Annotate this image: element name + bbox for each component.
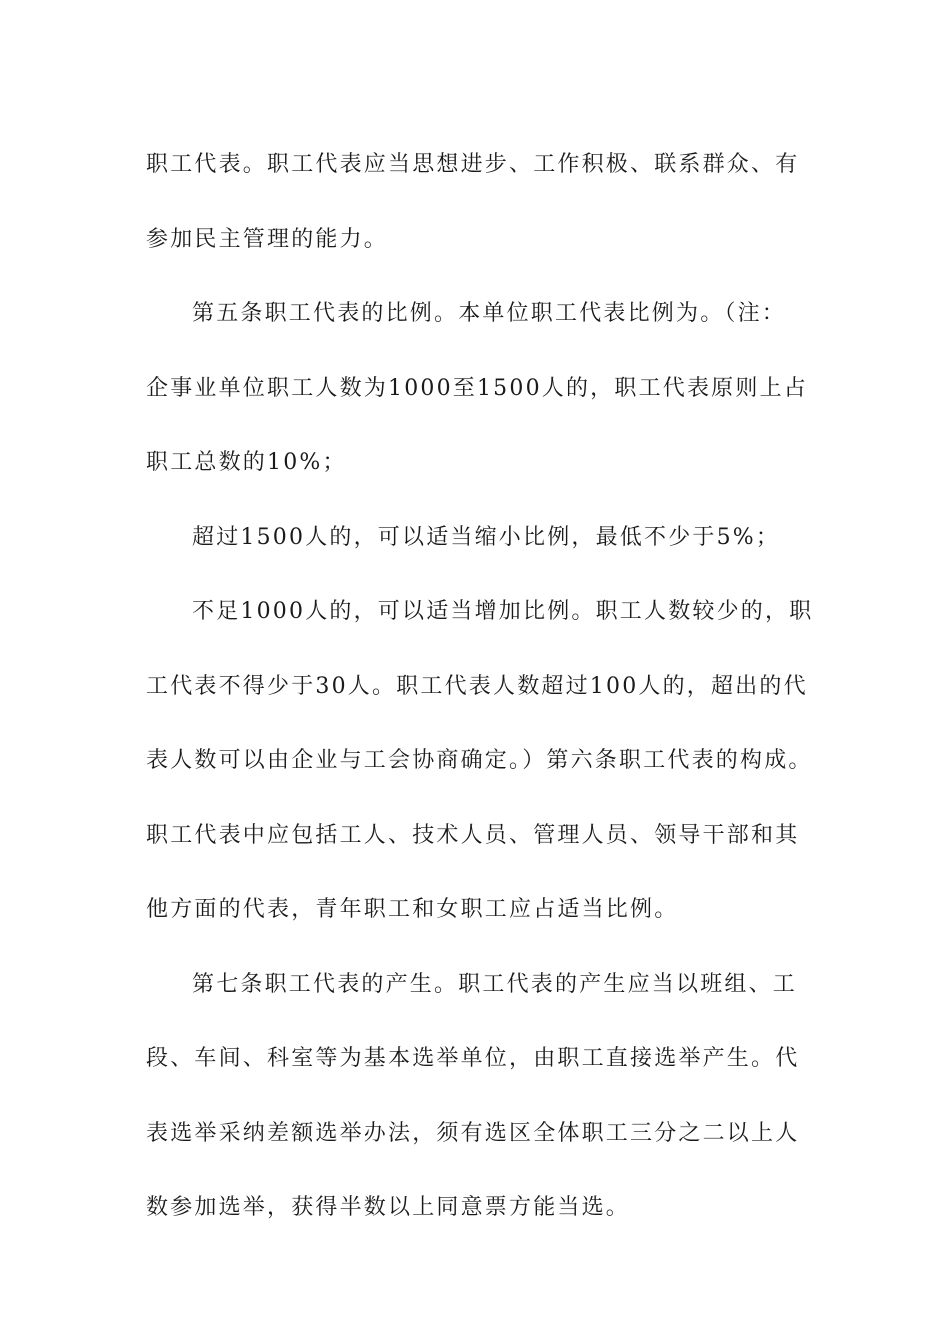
text-line: 表人数可以由企业与工会协商确定。）第六条职工代表的构成。 [146, 748, 813, 773]
text-line: 数参加选举，获得半数以上同意票方能当选。 [146, 1195, 631, 1220]
text-line: 表选举采纳差额选举办法，须有选区全体职工三分之二以上人 [146, 1120, 800, 1146]
text-line: 参加民主管理的能力。 [146, 226, 389, 252]
text-line: 第五条职工代表的比例。本单位职工代表比例为。（注： [192, 301, 787, 326]
text-line: 不足1000人的，可以适当增加比例。职工人数较少的，职 [192, 599, 814, 624]
text-line: 他方面的代表，青年职工和女职工应占适当比例。 [146, 897, 679, 922]
text-line: 段、车间、科室等为基本选举单位，由职工直接选举产生。代 [146, 1046, 800, 1071]
text-line: 职工总数的10%； [146, 450, 347, 475]
text-line: 第七条职工代表的产生。职工代表的产生应当以班组、工 [192, 971, 798, 997]
text-line: 职工代表中应包括工人、技术人员、管理人员、领导干部和其 [146, 822, 800, 848]
text-line: 超过1500人的，可以适当缩小比例，最低不少于5%； [192, 524, 781, 550]
text-line: 企事业单位职工人数为1000至1500人的，职工代表原则上占 [146, 375, 808, 401]
text-line: 工代表不得少于30人。职工代表人数超过100人的，超出的代 [146, 673, 808, 699]
text-line: 职工代表。职工代表应当思想进步、工作积极、联系群众、有 [146, 152, 800, 177]
document-body [146, 128, 814, 1246]
